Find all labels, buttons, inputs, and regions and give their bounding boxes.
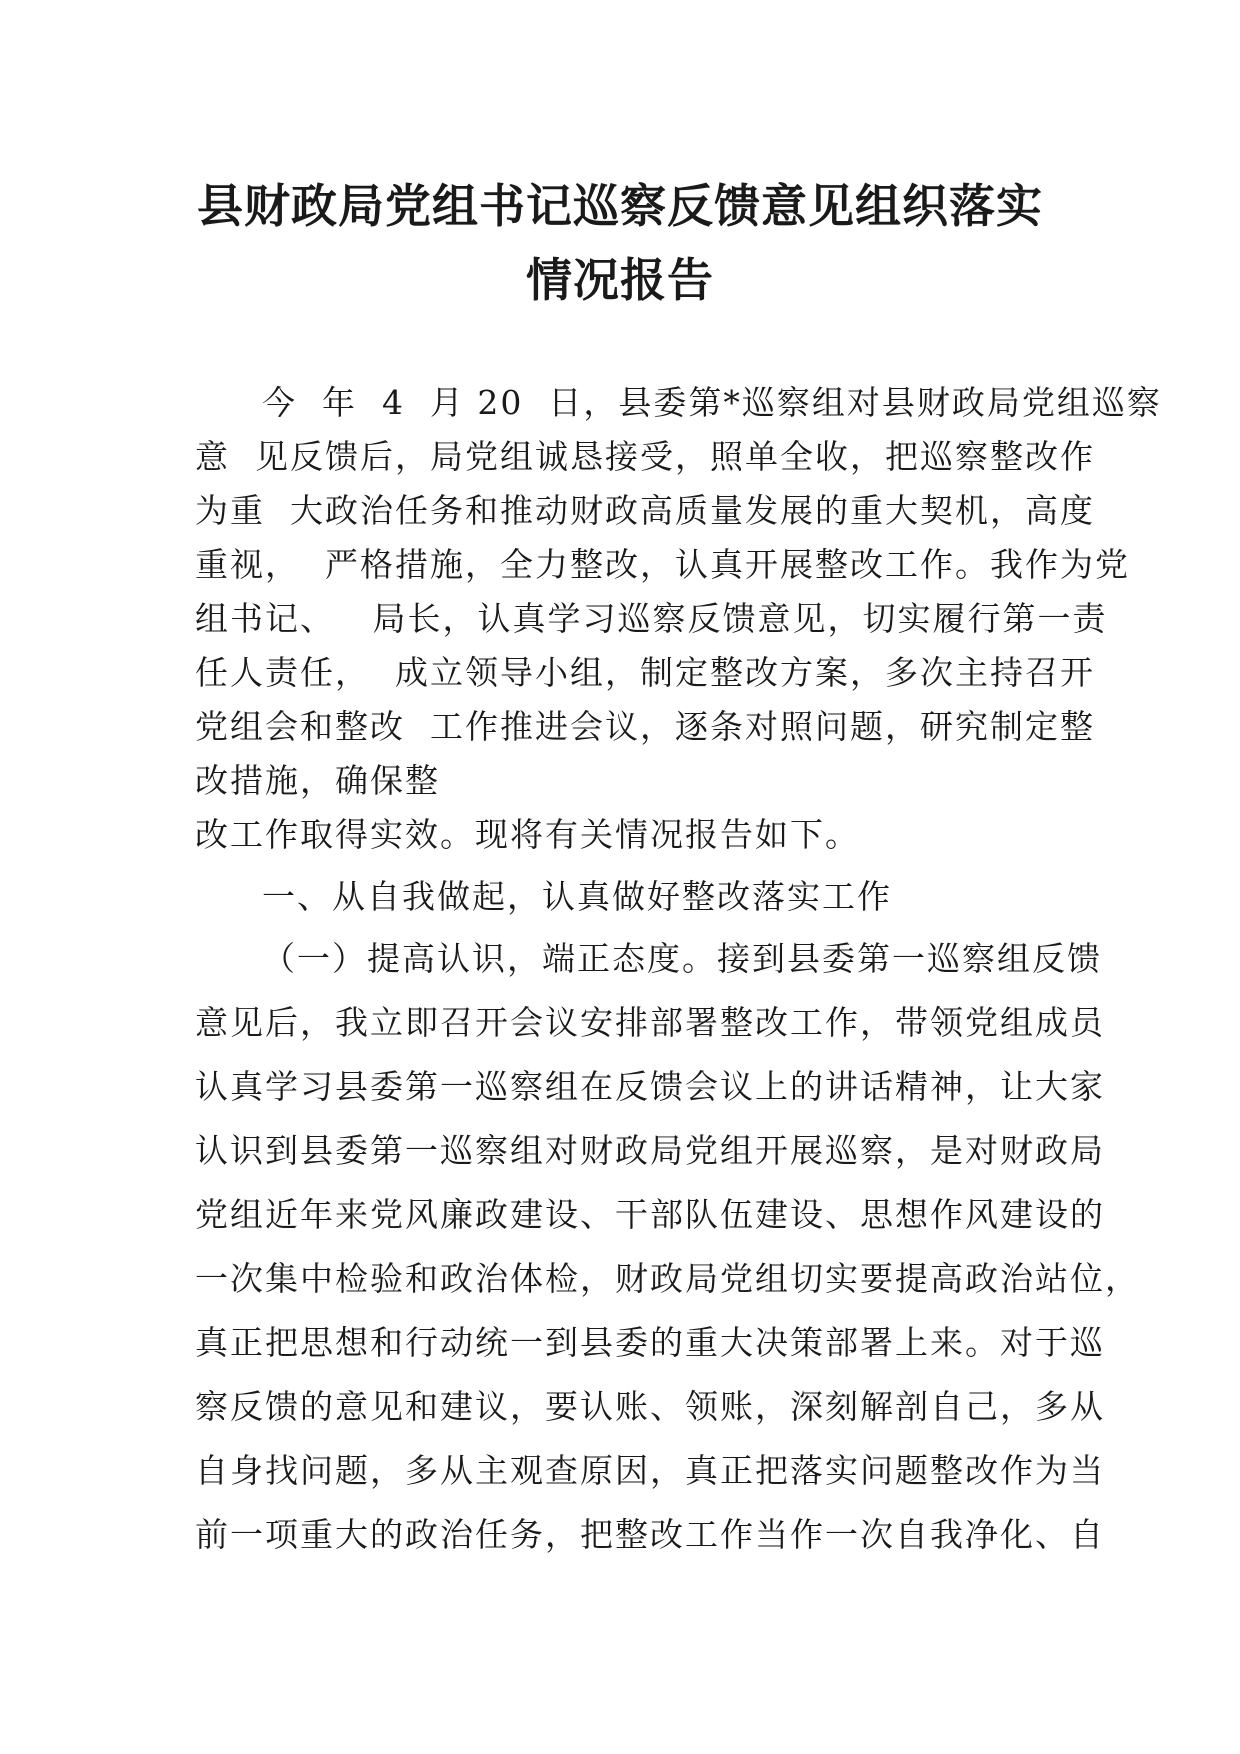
paragraph-2-line-3: 认真学习县委第一巡察组在反馈会议上的讲话精神，让大家 xyxy=(195,1067,1105,1106)
paragraph-2-line-7: 真正把思想和行动统一到县委的重大决策部署上来。对于巡 xyxy=(195,1323,1105,1362)
paragraph-2-line-4: 认识到县委第一巡察组对财政局党组开展巡察，是对财政局 xyxy=(195,1131,1105,1170)
paragraph-2-line-8: 察反馈的意见和建议，要认账、领账，深刻解剖自己，多从 xyxy=(195,1387,1105,1426)
paragraph-1-line-6: 任人责任， 成立领导小组，制定整改方案，多次主持召开 xyxy=(195,653,1095,692)
paragraph-1-line-1: 今 年 4 月 20 日，县委第*巡察组对县财政局党组巡察 xyxy=(262,383,1162,422)
paragraph-1-line-9: 改工作取得实效。现将有关情况报告如下。 xyxy=(195,815,860,854)
paragraph-1-line-2: 意 见反馈后，局党组诚恳接受，照单全收，把巡察整改作 xyxy=(195,437,1095,476)
paragraph-2-line-5: 党组近年来党风廉政建设、干部队伍建设、思想作风建设的 xyxy=(195,1195,1105,1234)
paragraph-2-line-1: （一）提高认识，端正态度。接到县委第一巡察组反馈 xyxy=(262,939,1102,978)
paragraph-1-line-5: 组书记、 局长，认真学习巡察反馈意见，切实履行第一责 xyxy=(195,599,1108,638)
paragraph-2-line-10: 前一项重大的政治任务，把整改工作当作一次自我净化、自 xyxy=(195,1515,1105,1554)
paragraph-2-line-9: 自身找问题，多从主观查原因，真正把落实问题整改作为当 xyxy=(195,1451,1105,1490)
document-title-line-2: 情况报告 xyxy=(526,253,714,307)
paragraph-1-line-4: 重视， 严格措施，全力整改，认真开展整改工作。我作为党 xyxy=(195,545,1130,584)
paragraph-2-line-2: 意见后，我立即召开会议安排部署整改工作，带领党组成员 xyxy=(195,1003,1105,1042)
document-title-line-1: 县财政局党组书记巡察反馈意见组织落实 xyxy=(197,179,1043,233)
paragraph-1-line-8: 改措施，确保整 xyxy=(195,761,440,800)
paragraph-1-line-3: 为重 大政治任务和推动财政高质量发展的重大契机，高度 xyxy=(195,491,1095,530)
paragraph-1-line-7: 党组会和整改 工作推进会议，逐条对照问题，研究制定整 xyxy=(195,707,1095,746)
paragraph-2-line-6: 一次集中检验和政治体检，财政局党组切实要提高政治站位， xyxy=(195,1259,1140,1298)
section-heading-1: 一、从自我做起，认真做好整改落实工作 xyxy=(262,877,892,916)
